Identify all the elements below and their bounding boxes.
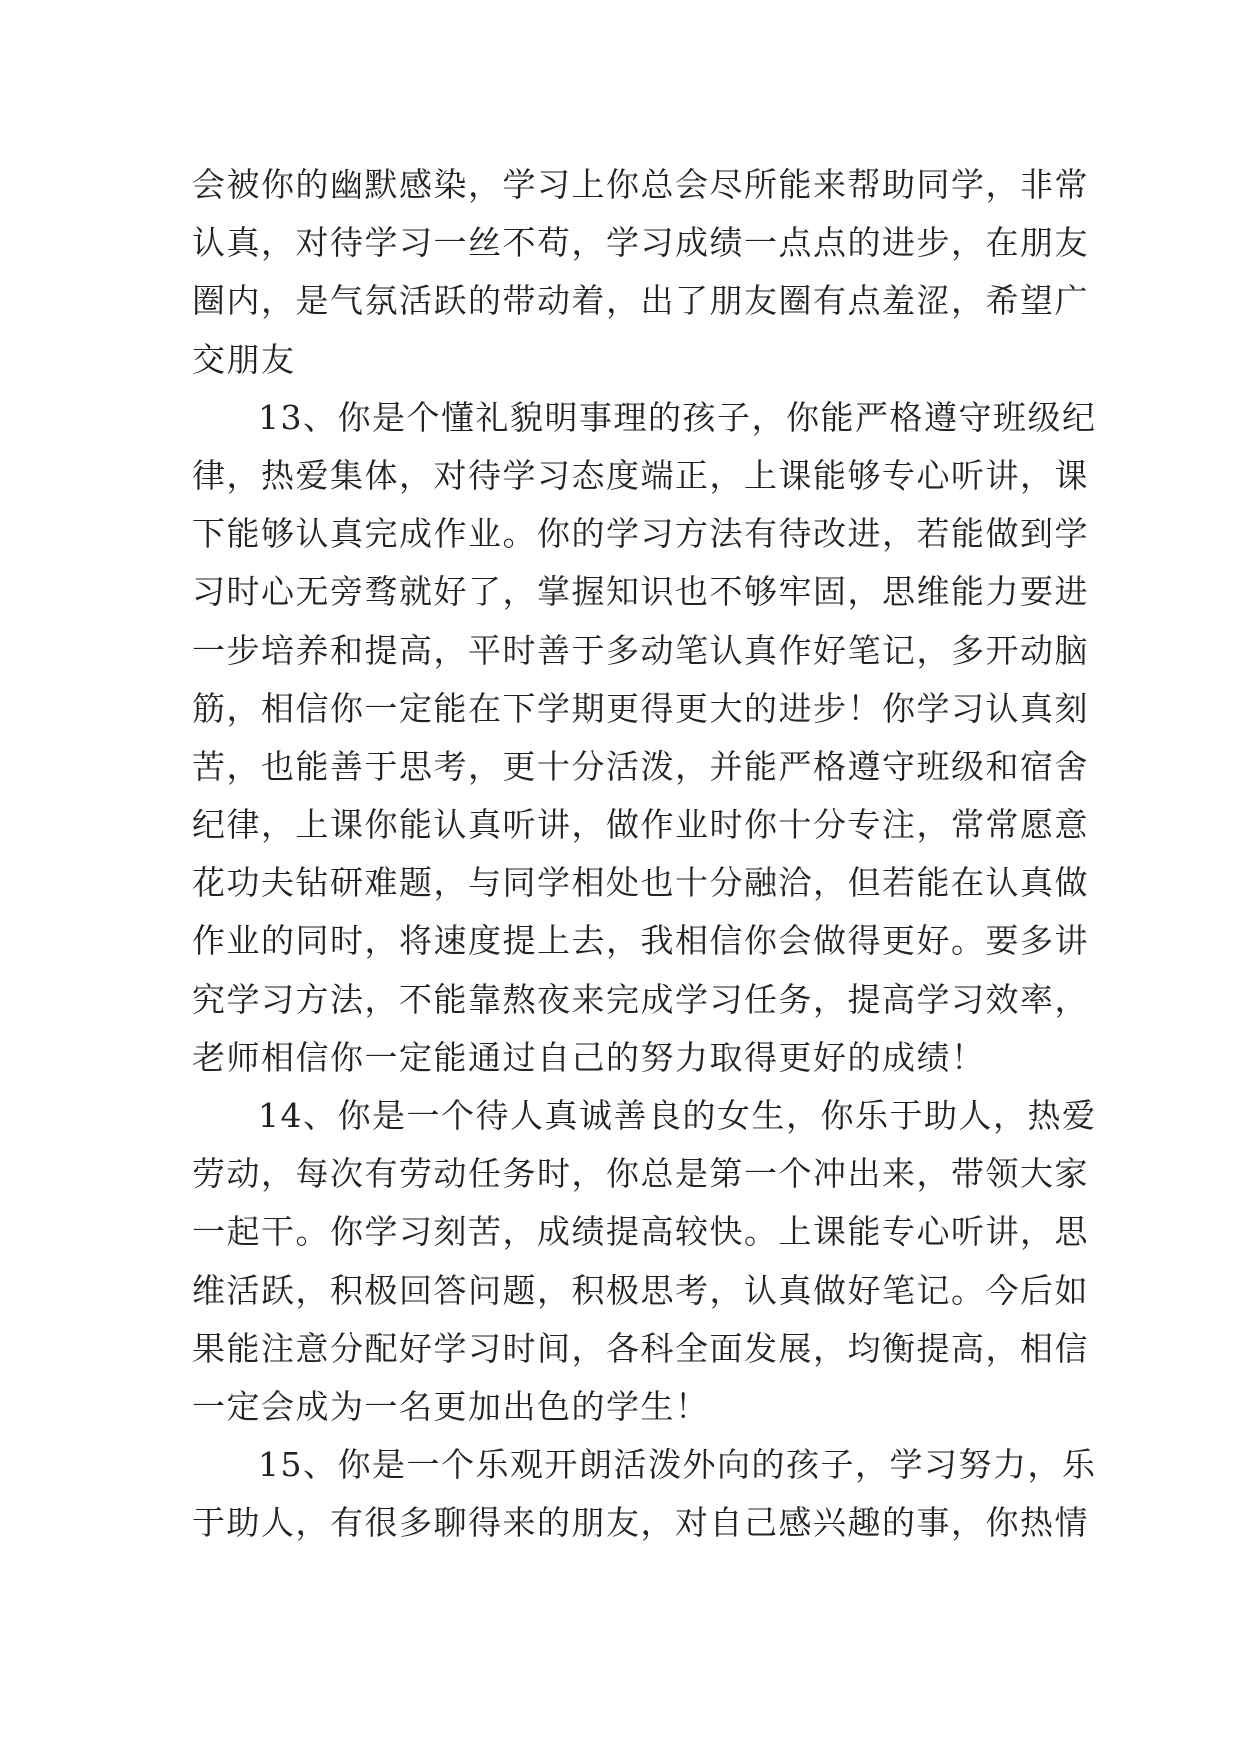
text-line: 一定会成为一名更加出色的学生！ — [192, 1386, 710, 1426]
text-line: 花功夫钻研难题，与同学相处也十分融洽，但若能在认真做 — [192, 863, 1089, 903]
text-line: 圈内，是气氛活跃的带动着，出了朋友圈有点羞涩，希望广 — [192, 281, 1089, 321]
paragraph-start-15: 15、你是一个乐观开朗活泼外向的孩子，学习努力，乐 — [258, 1445, 1097, 1485]
text-line: 认真，对待学习一丝不苟，学习成绩一点点的进步，在朋友 — [192, 223, 1089, 263]
text-line: 律，热爱集体，对待学习态度端正，上课能够专心听讲，课 — [192, 455, 1089, 495]
text-line: 老师相信你一定能通过自己的努力取得更好的成绩！ — [192, 1037, 986, 1077]
text-line: 纪律，上课你能认真听讲，做作业时你十分专注，常常愿意 — [192, 805, 1089, 845]
text-line: 作业的同时，将速度提上去，我相信你会做得更好。要多讲 — [192, 921, 1089, 961]
text-line: 一起干。你学习刻苦，成绩提高较快。上课能专心听讲，思 — [192, 1212, 1089, 1252]
paragraph-start-14: 14、你是一个待人真诚善良的女生，你乐于助人，热爱 — [258, 1096, 1097, 1135]
paragraph-start-13: 13、你是个懂礼貌明事理的孩子，你能严格遵守班级纪 — [258, 397, 1097, 437]
text-line: 劳动，每次有劳动任务时，你总是第一个冲出来，带领大家 — [192, 1154, 1089, 1194]
text-line: 于助人，有很多聊得来的朋友，对自己感兴趣的事，你热情 — [192, 1503, 1089, 1543]
text-line: 筋，相信你一定能在下学期更得更大的进步！你学习认真刻 — [192, 688, 1089, 728]
text-line: 果能注意分配好学习时间，各科全面发展，均衡提高，相信 — [192, 1328, 1089, 1368]
body-text — [192, 156, 1097, 1553]
text-line: 一步培养和提高，平时善于多动笔认真作好笔记，多开动脑 — [192, 630, 1089, 670]
text-line: 习时心无旁骛就好了，掌握知识也不够牢固，思维能力要进 — [192, 572, 1089, 612]
text-line: 究学习方法，不能靠熬夜来完成学习任务，提高学习效率， — [192, 979, 1089, 1019]
text-line: 下能够认真完成作业。你的学习方法有待改进，若能做到学 — [192, 514, 1089, 554]
text-line: 会被你的幽默感染，学习上你总会尽所能来帮助同学，非常 — [192, 165, 1089, 204]
text-line: 交朋友 — [192, 339, 296, 379]
text-line: 维活跃，积极回答问题，积极思考，认真做好笔记。今后如 — [192, 1270, 1089, 1310]
text-line: 苦，也能善于思考，更十分活泼，并能严格遵守班级和宿舍 — [192, 746, 1089, 786]
